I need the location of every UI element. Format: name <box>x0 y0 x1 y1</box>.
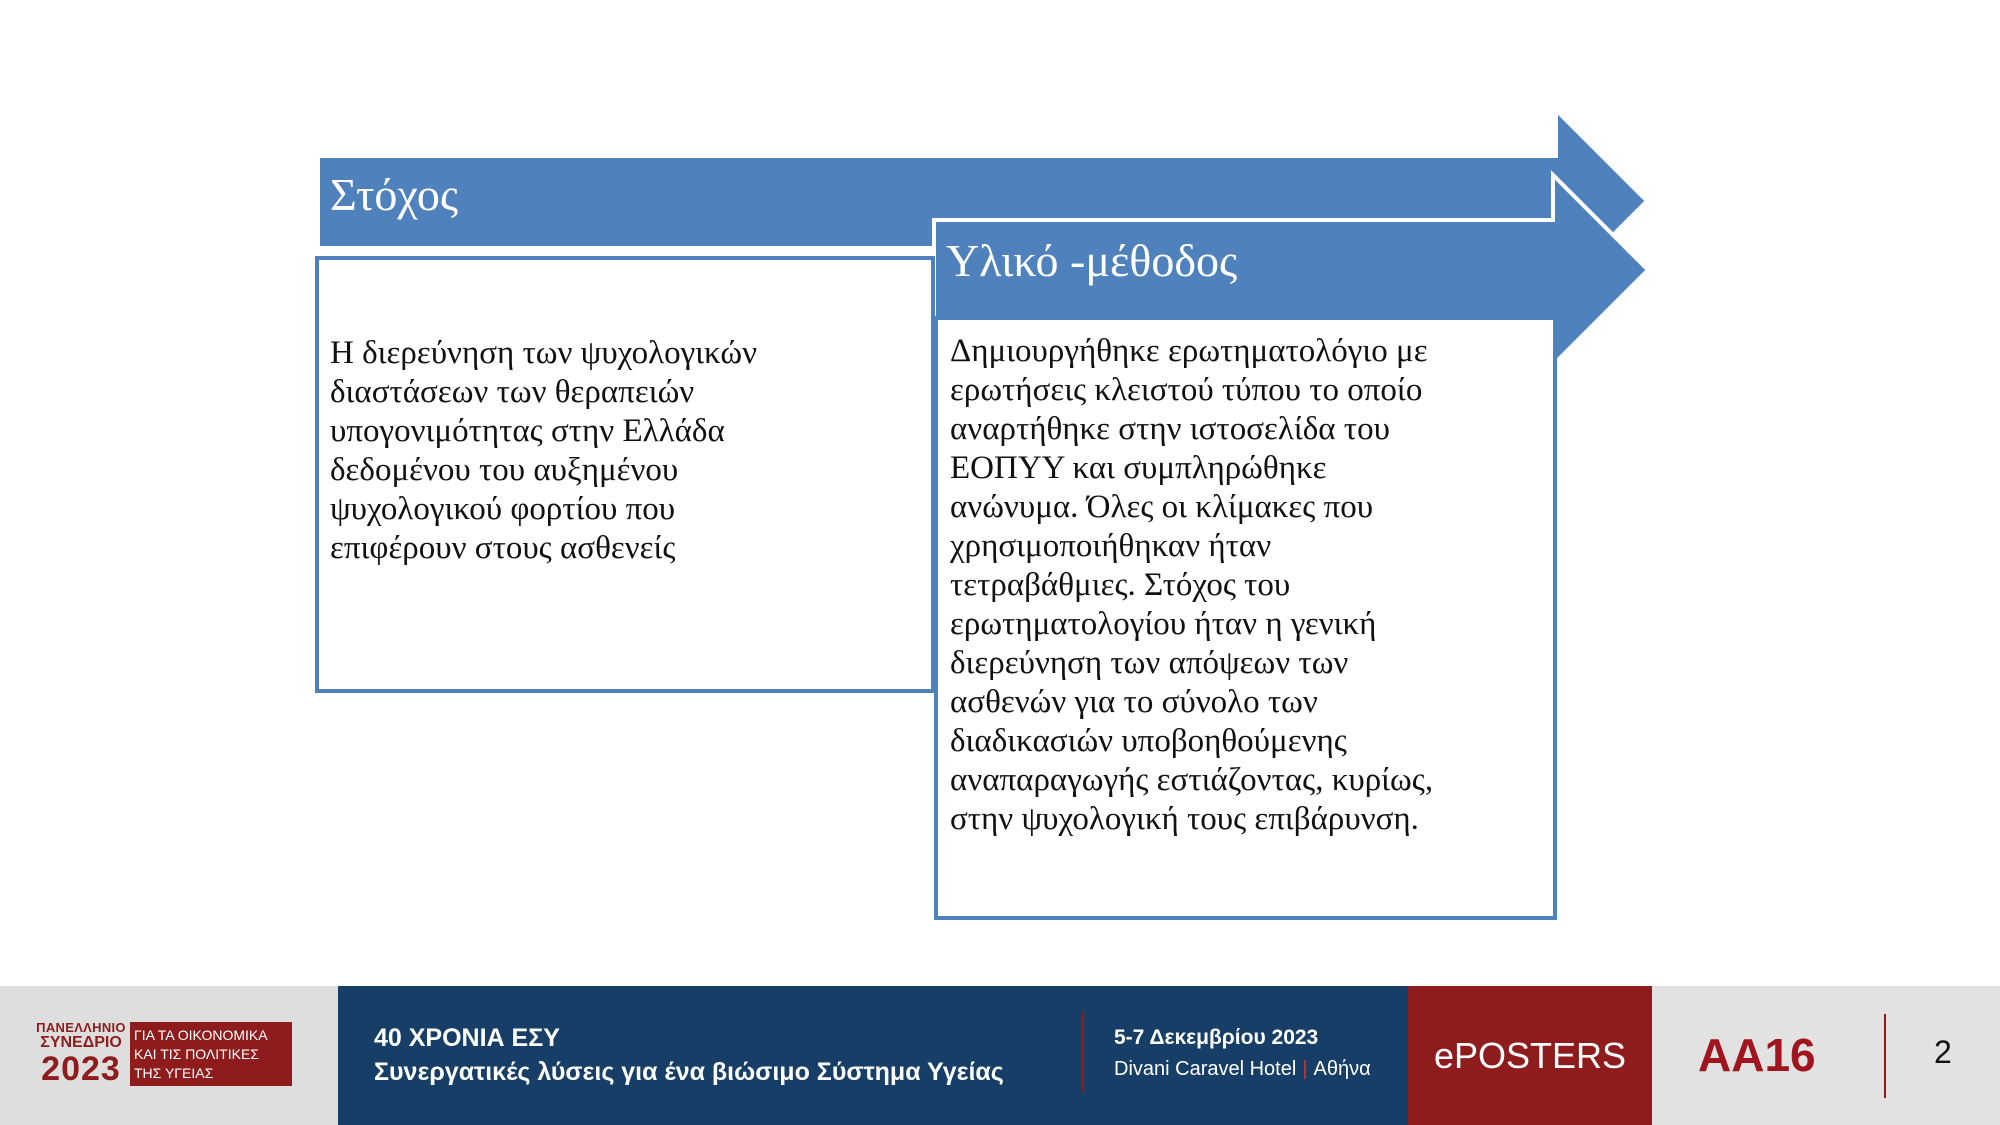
yliko-line: ανώνυμα. Όλες οι κλίμακες που <box>950 489 1374 525</box>
conference-venue <box>1114 1058 1371 1081</box>
yliko-line: Δημιουργήθηκε ερωτηματολόγιο με <box>950 333 1428 369</box>
yliko-line: ΕΟΠΥΥ και συμπληρώθηκε <box>950 450 1327 486</box>
logo-box-line2: ΚΑΙ ΤΙΣ ΠΟΛΙΤΙΚΕΣ <box>134 1046 259 1062</box>
arrow-stoxos-title: Στόχος <box>330 169 459 220</box>
yliko-line: ερωτηματολογίου ήταν η γενική <box>950 606 1377 642</box>
logo-year: 2023 <box>41 1050 121 1088</box>
venue-separator: | <box>1302 1058 1308 1080</box>
arrow-yliko-title: Υλικό -μέθοδος <box>946 235 1238 286</box>
logo-line1: ΠΑΝΕΛΛΗΝΙΟ <box>36 1020 126 1035</box>
logo-box-line3: ΤΗΣ ΥΓΕΙΑΣ <box>134 1065 214 1081</box>
poster-id-divider <box>1884 1014 1886 1098</box>
venue-hotel: Divani Caravel Hotel <box>1114 1058 1297 1080</box>
stoxos-line: υπογονιμότητας στην Ελλάδα <box>330 413 725 449</box>
venue-city: Αθήνα <box>1313 1058 1371 1080</box>
yliko-line: διερεύνηση των απόψεων των <box>950 645 1349 681</box>
yliko-line: αναπαραγωγής εστιάζοντας, κυρίως, <box>950 762 1434 798</box>
yliko-line: χρησιμοποιήθηκαν ήταν <box>950 528 1272 564</box>
eposters-label: ePOSTERS <box>1433 1034 1627 1076</box>
stoxos-line: διαστάσεων των θεραπειών <box>330 374 695 410</box>
stoxos-body <box>330 334 757 568</box>
conference-banner <box>338 986 1408 1125</box>
yliko-line: ερωτήσεις κλειστού τύπου το οποίο <box>950 372 1423 408</box>
stoxos-line: επιφέρουν στους ασθενείς <box>330 530 676 566</box>
stoxos-line: Η διερεύνηση των ψυχολογικών <box>330 335 758 371</box>
yliko-line: διαδικασιών υποβοηθούμενης <box>950 723 1347 759</box>
yliko-line: τετραβάθμιες. Στόχος του <box>950 567 1291 603</box>
yliko-line: ασθενών για το σύνολο των <box>950 684 1318 720</box>
conference-logo <box>0 986 338 1125</box>
stoxos-line: δεδομένου του αυξημένου <box>330 452 679 488</box>
yliko-body <box>950 332 1433 839</box>
yliko-line: αναρτήθηκε στην ιστοσελίδα του <box>950 411 1390 447</box>
conference-subtitle: Συνεργατικές λύσεις για ένα βιώσιμο Σύστημα Υγείας <box>374 1058 1004 1086</box>
logo-line2: ΣΥΝΕΔΡΙΟ <box>40 1034 122 1051</box>
banner-divider <box>1082 1012 1084 1092</box>
stoxos-line: ψυχολογικού φορτίου που <box>330 491 676 527</box>
logo-red-box <box>130 1022 292 1086</box>
poster-id-panel <box>1652 986 2000 1125</box>
eposters-panel <box>1408 986 1652 1125</box>
conference-date: 5-7 Δεκεμβρίου 2023 <box>1114 1026 1319 1049</box>
yliko-text-box <box>934 316 1557 920</box>
stoxos-text-box <box>315 256 935 693</box>
conference-title: 40 ΧΡΟΝΙΑ ΕΣΥ <box>374 1024 560 1052</box>
page-number: 2 <box>1934 1034 1952 1070</box>
logo-box-line1: ΓΙΑ ΤΑ ΟΙΚΟΝΟΜΙΚΑ <box>134 1027 268 1043</box>
conference-footer <box>0 986 2000 1125</box>
yliko-line: στην ψυχολογική τους επιβάρυνση. <box>950 801 1419 837</box>
poster-code: AA16 <box>1698 1029 1816 1081</box>
